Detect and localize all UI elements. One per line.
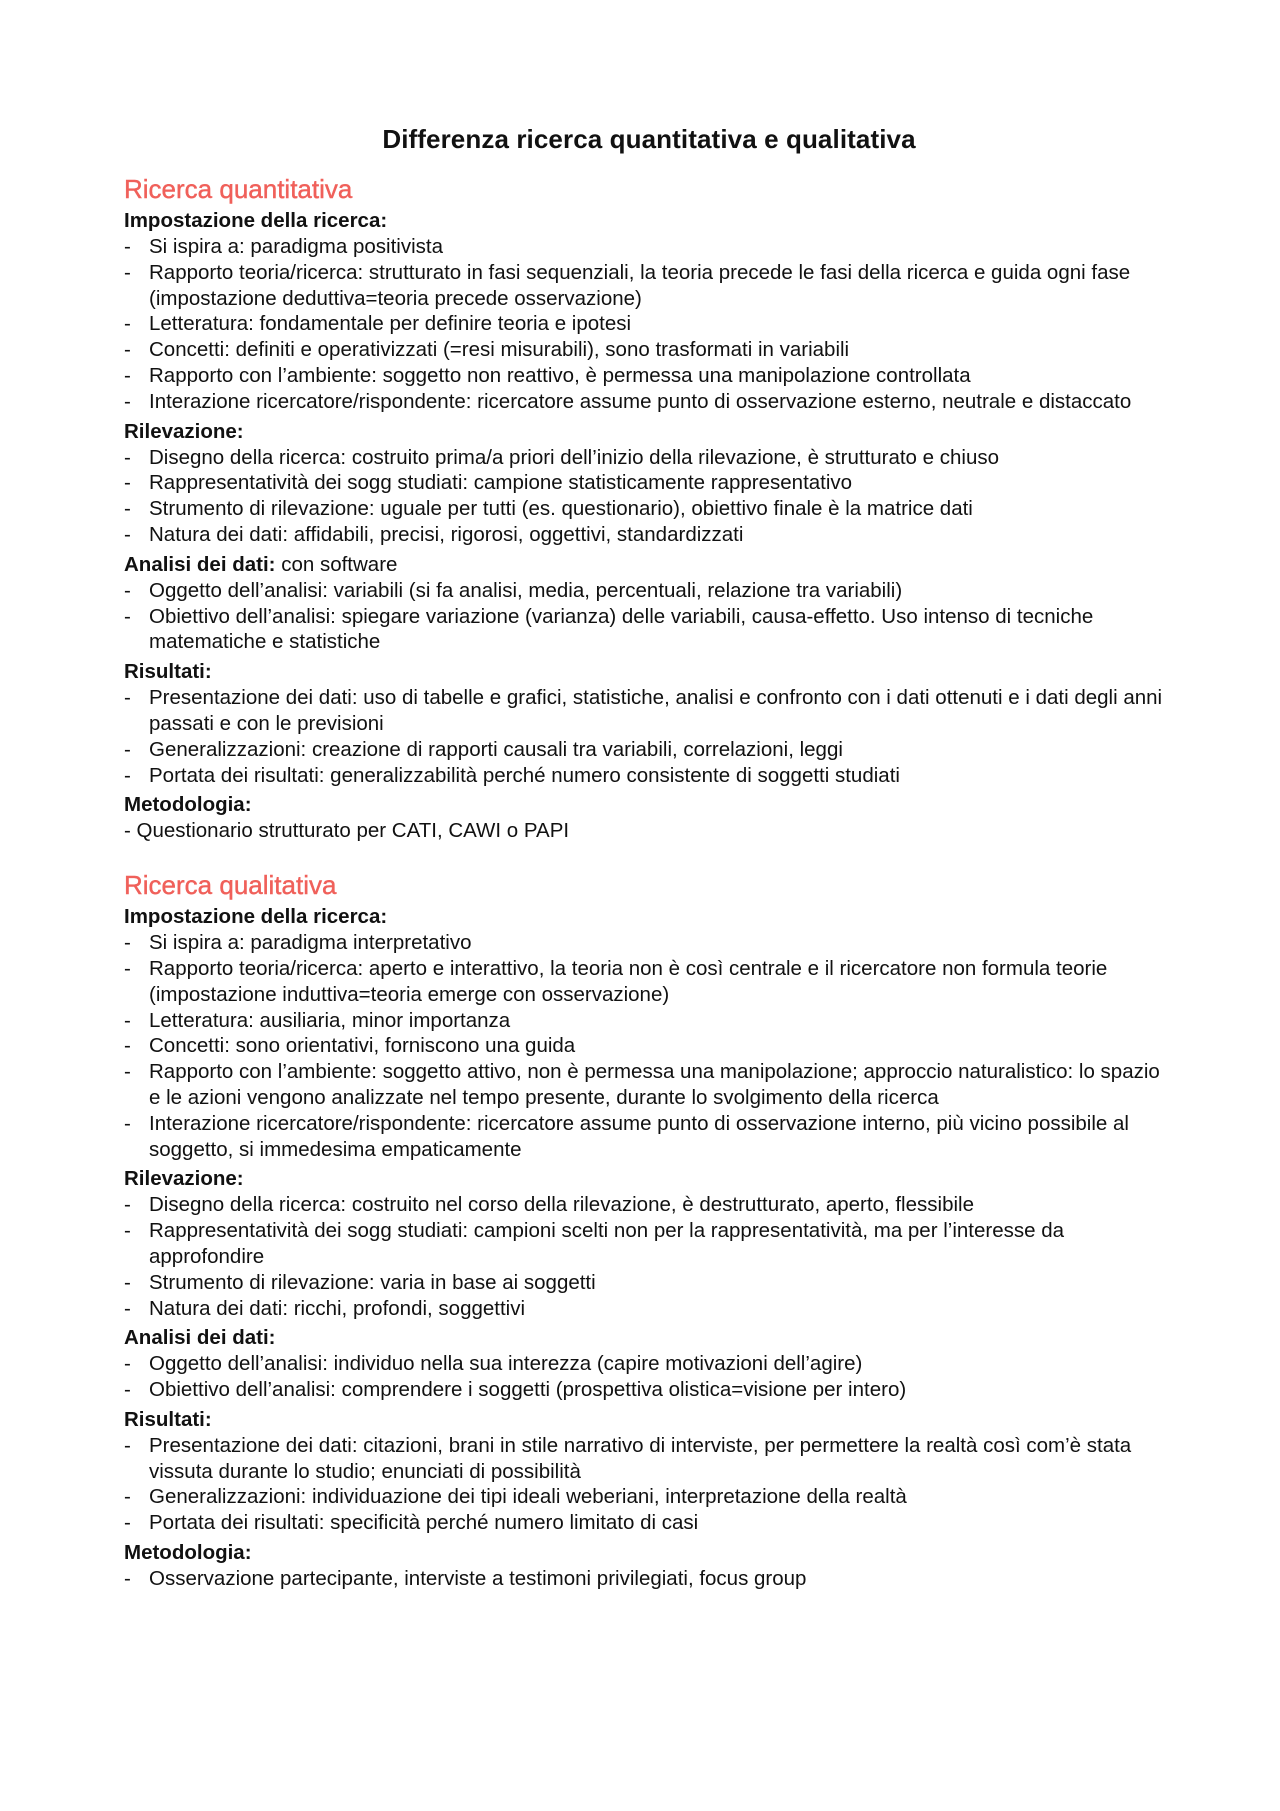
dash-bullet-icon: - [124,1270,131,1294]
subsection [124,659,1174,788]
list-item-text: Strumento di rilevazione: varia in base ai soggetti [149,1270,596,1294]
list-item-text: Rappresentatività dei sogg studiati: campione statisticamente rappresentativo [149,471,853,495]
subsection [124,1407,1174,1536]
dash-bullet-icon: - [124,1511,131,1535]
list-item-text: Presentazione dei dati: uso di tabelle e grafici, statistiche, analisi e confronto con i dati ottenuti e i dati degli anni passati e con le previsioni [149,686,1163,735]
subsection-heading [124,659,1174,685]
dash-bullet-icon: - [124,1219,131,1243]
list-item [124,818,1174,844]
list-item-text: Disegno della ricerca: costruito nel corso della rilevazione, è destrutturato, aperto, flessibile [149,1193,974,1217]
list-item-text: Concetti: definiti e operativizzati (=resi misurabili), sono trasformati in variabili [149,338,850,362]
bullet-list [124,1433,1174,1536]
dash-bullet-icon: - [124,1567,131,1591]
dash-bullet-icon: - [124,737,131,761]
list-item [124,604,1174,656]
subsection [124,552,1174,655]
subsection [124,904,1174,1162]
list-item [124,1377,1174,1403]
dash-bullet-icon: - [124,235,131,258]
list-item-text: Generalizzazioni: individuazione dei tipi ideali weberiani, interpretazione della realtà [149,1485,907,1509]
list-item [124,1566,1174,1592]
dash-bullet-icon: - [124,363,131,387]
bullet-list [124,1192,1174,1321]
list-item [124,1008,1174,1034]
list-item [124,1192,1174,1218]
document-body [124,172,1174,1592]
subsection-heading [124,552,1174,578]
bullet-list [124,685,1174,788]
list-item-text: Generalizzazioni: creazione di rapporti causali tra variabili, correlazioni, leggi [149,737,843,761]
list-item [124,956,1174,1008]
bullet-list [124,234,1174,415]
dash-bullet-icon: - [124,497,131,521]
list-item-text: Interazione ricercatore/rispondente: ricercatore assume punto di osservazione interno, più vicino possibile al soggetto, si immedesima empaticamente [149,1111,1129,1161]
list-item-text: Natura dei dati: ricchi, profondi, soggettivi [149,1296,526,1320]
list-item [124,763,1174,789]
dash-bullet-icon: - [124,1060,131,1084]
dash-bullet-icon: - [124,819,131,843]
bullet-list [124,445,1174,548]
subsection-heading [124,1325,1174,1351]
list-item-text: Disegno della ricerca: costruito prima/a priori dell’inizio della rilevazione, è strutturato e chiuso [149,445,1000,469]
dash-bullet-icon: - [124,604,131,628]
subsection-heading [124,1540,1174,1566]
subsection-heading [124,904,1174,930]
list-item [124,578,1174,604]
list-item [124,1270,1174,1296]
bullet-list [124,818,1174,844]
list-item-text: Questionario strutturato per CATI, CAWI o PAPI [136,819,570,843]
section-title: Ricerca qualitativa [124,870,337,901]
list-item [124,522,1174,548]
list-item-text: Natura dei dati: affidabili, precisi, rigorosi, oggettivi, standardizzati [149,522,744,546]
dash-bullet-icon: - [124,686,131,710]
subsection-heading-label: Analisi dei dati: [124,1326,276,1350]
subsection-heading [124,419,1174,445]
list-item [124,445,1174,471]
bullet-list [124,1351,1174,1403]
subsection [124,792,1174,844]
list-item [124,1510,1174,1536]
list-item [124,260,1174,312]
subsection-heading [124,1407,1174,1433]
bullet-list [124,578,1174,655]
list-item-text: Interazione ricercatore/rispondente: ricercatore assume punto di osservazione esterno, neutrale e distaccato [149,389,1132,413]
list-item-text: Rapporto con l’ambiente: soggetto non reattivo, è permessa una manipolazione controllata [149,363,971,387]
list-item [124,1059,1174,1111]
dash-bullet-icon: - [124,1111,131,1135]
subsection-heading-label: Metodologia: [124,1541,252,1565]
list-item-text: Concetti: sono orientativi, forniscono una guida [149,1034,576,1058]
list-item [124,1296,1174,1322]
list-item [124,337,1174,363]
list-item [124,1111,1174,1163]
list-item [124,1484,1174,1510]
list-item-text: Rapporto con l’ambiente: soggetto attivo, non è permessa una manipolazione; approccio naturalistico: lo spazio e le azioni vengono analizzate nel tempo presente, durante lo svolgimento della ricerca [149,1060,1160,1109]
dash-bullet-icon: - [124,522,131,546]
dash-bullet-icon: - [124,312,131,336]
subsection-heading-label: Impostazione della ricerca: [124,209,388,232]
subsection-heading-label: Rilevazione: [124,1167,244,1191]
subsection-heading-label: Analisi dei dati: [124,552,276,576]
dash-bullet-icon: - [124,1008,131,1032]
list-item [124,737,1174,763]
list-item-text: Letteratura: ausiliaria, minor importanza [149,1008,511,1032]
dash-bullet-icon: - [124,445,131,469]
list-item-text: Presentazione dei dati: citazioni, brani in stile narrativo di interviste, per permettere la realtà così com’è stata vissuta durante lo studio; enunciati di possibilità [149,1433,1132,1483]
bullet-list [124,930,1174,1162]
subsection-heading-label: Rilevazione: [124,419,244,443]
list-item-text: Obiettivo dell’analisi: spiegare variazione (varianza) delle variabili, causa-effetto. Uso intenso di tecniche matematiche e statistiche [149,604,1094,654]
dash-bullet-icon: - [124,260,131,284]
subsection-heading-label: Metodologia: [124,793,252,817]
list-item-text: Si ispira a: paradigma positivista [149,235,443,258]
list-item [124,1351,1174,1377]
dash-bullet-icon: - [124,763,131,787]
list-item [124,1218,1174,1270]
subsection-heading-note: con software [275,552,398,576]
list-item [124,389,1174,415]
dash-bullet-icon: - [124,578,131,602]
subsection [124,419,1174,548]
document-title: Differenza ricerca quantitativa e qualitativa [382,124,916,154]
dash-bullet-icon: - [124,931,131,955]
subsection-heading-label: Risultati: [124,660,212,684]
dash-bullet-icon: - [124,1485,131,1509]
list-item-text: Si ispira a: paradigma interpretativo [149,931,472,955]
list-item [124,496,1174,522]
list-item-text: Strumento di rilevazione: uguale per tutti (es. questionario), obiettivo finale è la matrice dati [149,497,973,521]
subsection-heading-label: Impostazione della ricerca: [124,905,388,929]
subsection [124,1166,1174,1321]
list-item [124,685,1174,737]
list-item-text: Rappresentatività dei sogg studiati: campioni scelti non per la rappresentatività, ma per l’interesse da approfondire [149,1219,1065,1268]
list-item-text: Portata dei risultati: generalizzabilità perché numero consistente di soggetti studiati [149,763,900,787]
list-item-text: Oggetto dell’analisi: variabili (si fa analisi, media, percentuali, relazione tra variabili) [149,578,903,602]
subsection-heading [124,208,1174,234]
list-item-text: Portata dei risultati: specificità perché numero limitato di casi [149,1511,699,1535]
dash-bullet-icon: - [124,471,131,495]
dash-bullet-icon: - [124,389,131,413]
list-item-text: Oggetto dell’analisi: individuo nella sua interezza (capire motivazioni dell’agire) [149,1352,863,1376]
dash-bullet-icon: - [124,338,131,362]
list-item [124,1433,1174,1485]
section-title: Ricerca quantitativa [124,174,353,204]
bullet-list [124,1566,1174,1592]
subsection [124,1540,1174,1592]
dash-bullet-icon: - [124,1034,131,1058]
subsection-heading [124,1166,1174,1192]
list-item-text: Rapporto teoria/ricerca: strutturato in fasi sequenziali, la teoria precede le fasi della ricerca e guida ogni fase (impostazione deduttiva=teoria precede osservazione) [149,260,1131,310]
list-item-text: Obiettivo dell’analisi: comprendere i soggetti (prospettiva olistica=visione per intero) [149,1378,907,1402]
dash-bullet-icon: - [124,956,131,980]
subsection-heading-label: Risultati: [124,1407,212,1431]
list-item-text: Letteratura: fondamentale per definire teoria e ipotesi [149,312,632,336]
list-item [124,470,1174,496]
list-item-text: Osservazione partecipante, interviste a testimoni privilegiati, focus group [149,1567,807,1591]
subsection [124,1325,1174,1403]
list-item-text: Rapporto teoria/ricerca: aperto e interattivo, la teoria non è così centrale e il ricercatore non formula teorie (impostazione induttiva=teoria emerge con osservazione) [149,956,1108,1006]
list-item [124,363,1174,389]
list-item [124,234,1174,260]
list-item [124,930,1174,956]
subsection [124,208,1174,415]
subsection-heading [124,792,1174,818]
dash-bullet-icon: - [124,1433,131,1457]
list-item [124,311,1174,337]
dash-bullet-icon: - [124,1352,131,1376]
dash-bullet-icon: - [124,1378,131,1402]
dash-bullet-icon: - [124,1296,131,1320]
list-item [124,1033,1174,1059]
document-page [124,122,1174,1592]
dash-bullet-icon: - [124,1193,131,1217]
